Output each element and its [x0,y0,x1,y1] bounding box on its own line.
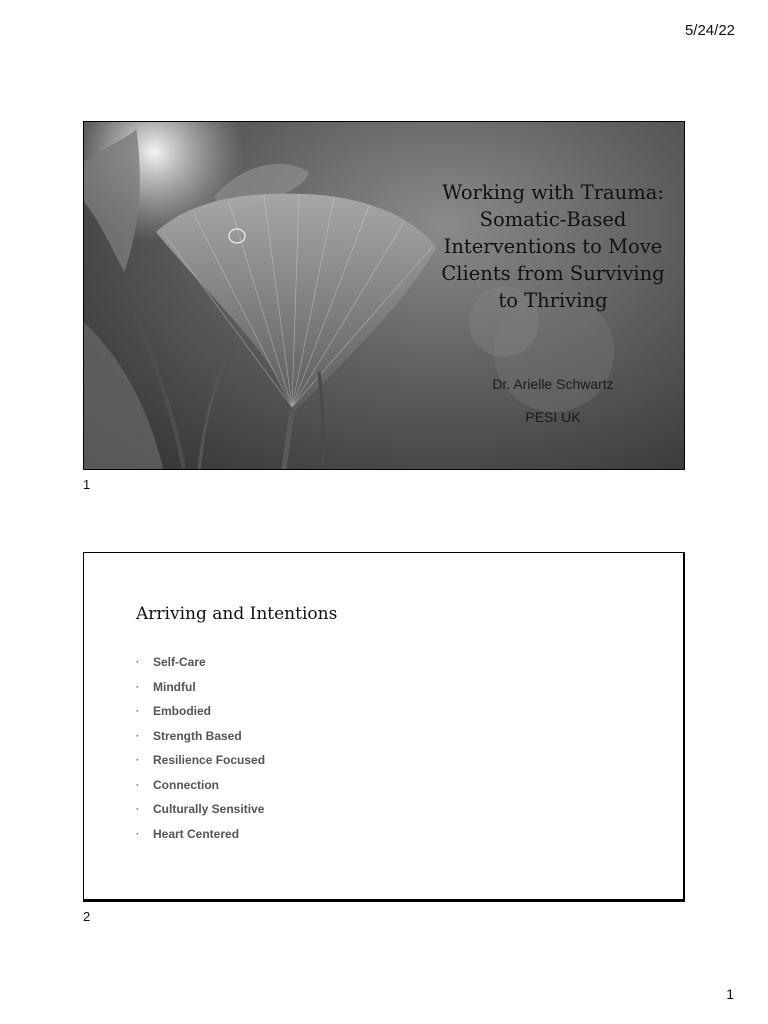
list-item [136,773,265,798]
list-item [136,724,265,749]
bullet-icon: · [136,828,139,839]
bullet-icon: · [136,681,139,692]
intentions-list [136,650,265,846]
slide-1 [83,121,685,470]
bullet-icon: · [136,657,139,668]
title-line: Somatic-Based [479,208,627,231]
title-line: Working with Trauma: [442,181,664,204]
bullet-icon: · [136,779,139,790]
list-item-label: Connection [153,777,219,792]
slide-2-number: 2 [83,909,91,924]
slide-1-number: 1 [83,477,91,492]
list-item-label: Resilience Focused [153,753,266,768]
title-line: Interventions to Move [443,235,663,258]
page-number: 1 [726,986,734,1002]
list-item-label: Embodied [153,704,212,719]
list-item-label: Culturally Sensitive [153,802,265,817]
list-item [136,748,265,773]
list-item-label: Mindful [153,679,196,694]
title-line: to Thriving [498,289,608,312]
list-item [136,822,265,847]
slide-1-author: Dr. Arielle Schwartz [492,376,614,392]
list-item-label: Self-Care [153,655,206,670]
bullet-icon: · [136,804,139,815]
list-item-label: Heart Centered [153,826,240,841]
list-item [136,699,265,724]
list-item [136,650,265,675]
print-date: 5/24/22 [684,22,735,39]
list-item-label: Strength Based [153,728,242,743]
slide-2 [83,552,685,902]
list-item [136,797,265,822]
bullet-icon: · [136,706,139,717]
slide-1-title [434,179,672,314]
slide-1-organization: PESI UK [525,409,581,425]
bullet-icon: · [136,755,139,766]
title-line: Clients from Surviving [441,262,665,285]
slide-2-heading: Arriving and Intentions [136,604,338,624]
list-item [136,675,265,700]
bullet-icon: · [136,730,139,741]
